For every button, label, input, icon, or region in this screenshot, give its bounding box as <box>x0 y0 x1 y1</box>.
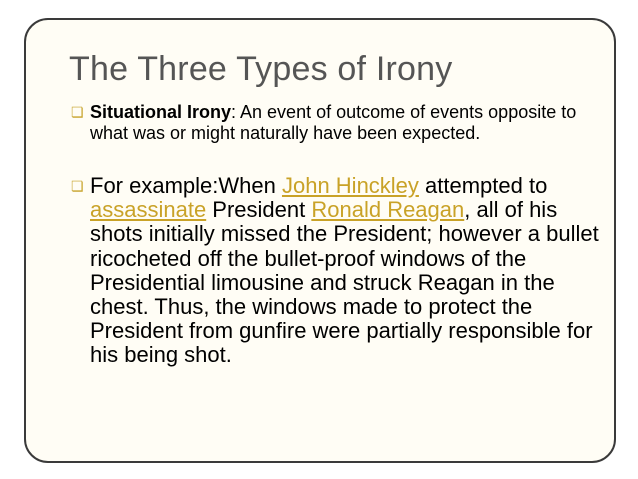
bullet-list <box>71 102 601 368</box>
bullet-situational-irony <box>71 102 601 144</box>
example-text-3: President <box>206 197 312 223</box>
definition-text: : An event of outcome of events opposite to what was or might naturally have been expected. <box>90 102 577 143</box>
link-ronald-reagan[interactable]: Ronald Reagan <box>311 197 465 223</box>
example-text-2: attempted to <box>418 173 548 198</box>
term-situational-irony: Situational Irony <box>90 102 232 122</box>
slide-title: The Three Types of Irony <box>69 50 453 88</box>
link-john-hinckley[interactable]: John Hinckley <box>281 173 419 198</box>
bullet-example <box>71 174 601 368</box>
square-bullet-icon: ❏ <box>71 178 84 194</box>
example-text-4: , all of his shots initially missed the President; however a bullet ricocheted off the bullet-proof windows of the Presidential limousine and struck Reagan in the chest. Thus, the windows made to protect the President from gunfire were partially responsible for his being shot. <box>90 197 599 368</box>
example-text-1: For example:When <box>90 173 282 198</box>
link-assassinate[interactable]: assassinate <box>90 197 207 223</box>
square-bullet-icon: ❏ <box>71 104 84 120</box>
